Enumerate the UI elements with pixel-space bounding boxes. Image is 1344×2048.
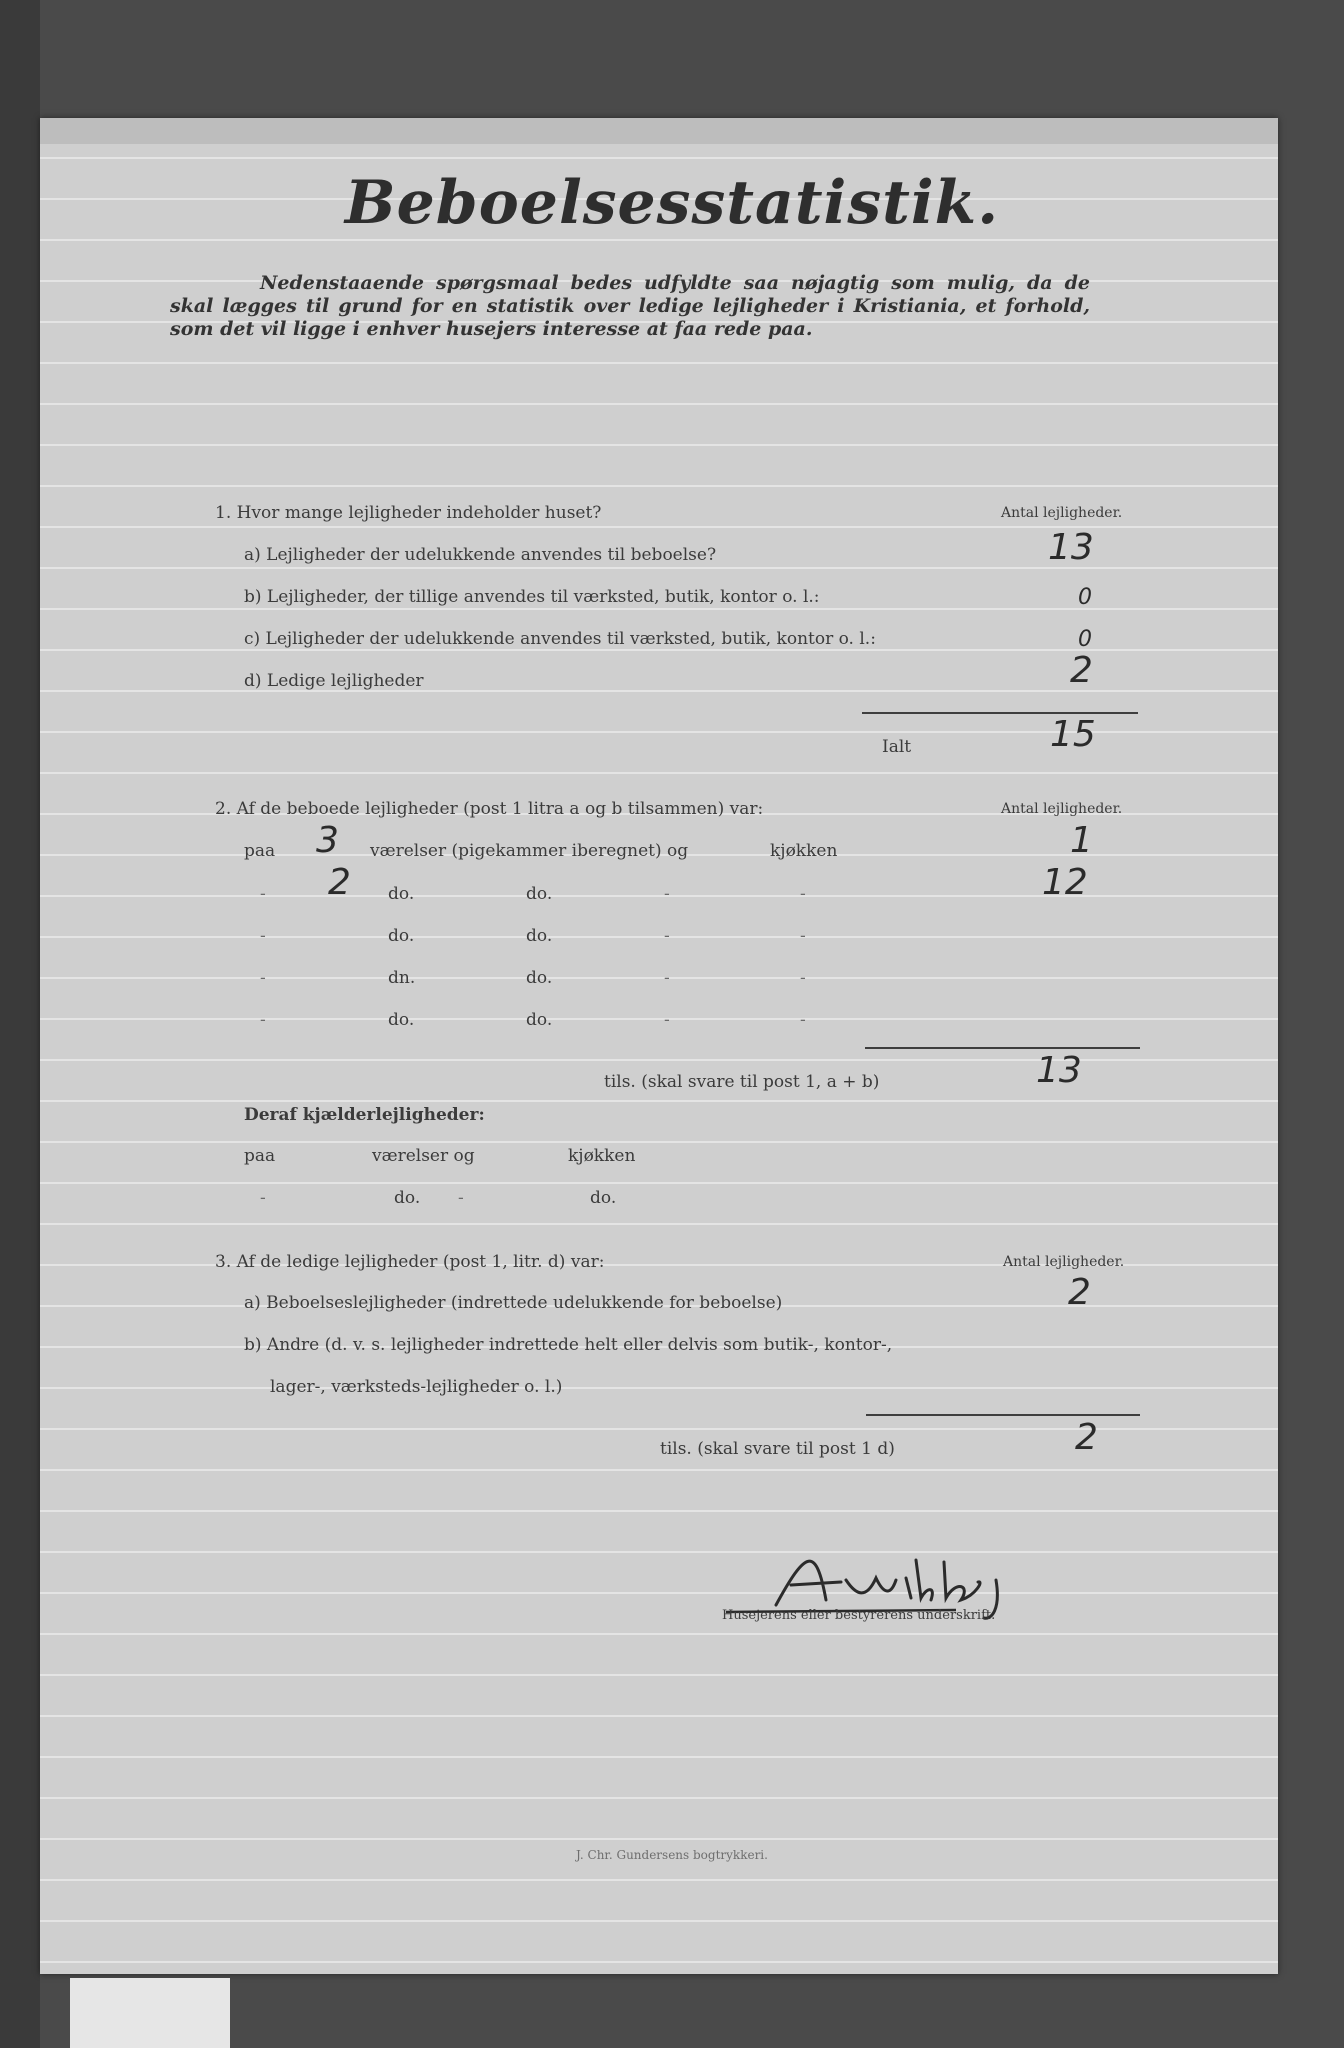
q1-a-value[interactable]: 13 [1048,527,1094,568]
dash: - [800,968,806,988]
printer-imprint: J. Chr. Gundersens bogtrykkeri. [576,1848,768,1862]
q2-row2-value[interactable]: 12 [1042,862,1088,903]
q1-b-value[interactable]: 0 [1078,585,1092,610]
scan-edge-left [0,0,40,2048]
intro-paragraph [170,272,1090,341]
q2-cellar-label: Deraf kjælderlejligheder: [244,1105,485,1125]
intro-text: Nedenstaaende spørgsmaal bedes udfyldte saa nøjagtig som mulig, da de skal lægges til grund for en statistik over ledige lejligheder i Kristiania, et forhold, som det vil ligge i enhver husejers interesse at faa rede paa. [170,272,1090,340]
q2-row2-rooms[interactable]: 2 [328,862,351,903]
q2-tils-value[interactable]: 13 [1036,1050,1082,1091]
dash: - [664,926,670,946]
dash: - [458,1188,464,1208]
q2-row1-kitchen: kjøkken [770,841,838,861]
q2-row5-do2: do. [526,1010,553,1030]
q3-tils-value[interactable]: 2 [1075,1417,1098,1458]
form-sheet [40,118,1278,1974]
q2-column-header: Antal lejligheder. [1001,801,1123,817]
q1-sum-rule [862,712,1138,714]
dash: - [664,884,670,904]
q1-d-label: d) Ledige lejligheder [244,671,424,691]
q2-cellar-rooms: værelser og [372,1146,475,1166]
scan-glare [70,1978,230,2048]
q2-sum-rule [865,1047,1140,1049]
q2-tils-label: tils. (skal svare til post 1, a + b) [604,1072,880,1092]
q1-total-label: Ialt [882,737,912,757]
paper-top-band [40,118,1278,144]
signature-caption: Husejerens eller bestyrerens underskrift. [722,1608,996,1623]
dash: - [260,884,266,904]
dash: - [664,1010,670,1030]
q2-row2-do2: do. [526,884,553,904]
q2-row3-do1: do. [388,926,415,946]
q2-row5-do1: do. [388,1010,415,1030]
dash: - [260,1188,266,1208]
q3-label: 3. Af de ledige lejligheder (post 1, litr. d) var: [215,1252,605,1272]
q3-tils-label: tils. (skal svare til post 1 d) [660,1439,895,1459]
q1-c-value[interactable]: 0 [1078,627,1092,652]
q2-row3-do2: do. [526,926,553,946]
q1-column-header: Antal lejligheder. [1001,505,1123,521]
dash: - [664,968,670,988]
dash: - [800,926,806,946]
q2-cellar-do1: do. [394,1188,421,1208]
q2-label: 2. Af de beboede lejligheder (post 1 litra a og b tilsammen) var: [215,799,764,819]
q2-cellar-do2: do. [590,1188,617,1208]
q1-d-value[interactable]: 2 [1070,650,1093,691]
q1-label: 1. Hvor mange lejligheder indeholder huset? [215,503,602,523]
q3-a-value[interactable]: 2 [1068,1272,1091,1313]
dash: - [260,926,266,946]
dash: - [260,1010,266,1030]
q2-row4-dn: dn. [388,968,416,988]
q3-column-header: Antal lejligheder. [1003,1254,1125,1270]
q2-row1-paa: paa [244,841,276,861]
q2-row2-do1: do. [388,884,415,904]
q1-total-value[interactable]: 15 [1050,714,1096,755]
q2-row4-do: do. [526,968,553,988]
q3-a-label: a) Beboelseslejligheder (indrettede udelukkende for beboelse) [244,1293,783,1313]
form-title: Beboelsesstatistik. [344,168,1000,238]
q2-cellar-kitchen: kjøkken [568,1146,636,1166]
dash: - [260,968,266,988]
q2-row1-value[interactable]: 1 [1070,820,1093,861]
q3-b-line1: b) Andre (d. v. s. lejligheder indrettede helt eller delvis som butik-, kontor-, [244,1335,893,1355]
q1-c-label: c) Lejligheder der udelukkende anvendes til værksted, butik, kontor o. l.: [244,629,876,649]
q2-row1-text: værelser (pigekammer iberegnet) og [370,841,689,861]
q1-b-label: b) Lejligheder, der tillige anvendes til værksted, butik, kontor o. l.: [244,587,820,607]
q2-cellar-paa: paa [244,1146,276,1166]
q3-b-line2: lager-, værksteds-lejligheder o. l.) [270,1377,563,1397]
q2-row1-rooms[interactable]: 3 [316,820,339,861]
q1-a-label: a) Lejligheder der udelukkende anvendes til beboelse? [244,545,717,565]
q3-sum-rule [866,1414,1140,1416]
dash: - [800,884,806,904]
dash: - [800,1010,806,1030]
